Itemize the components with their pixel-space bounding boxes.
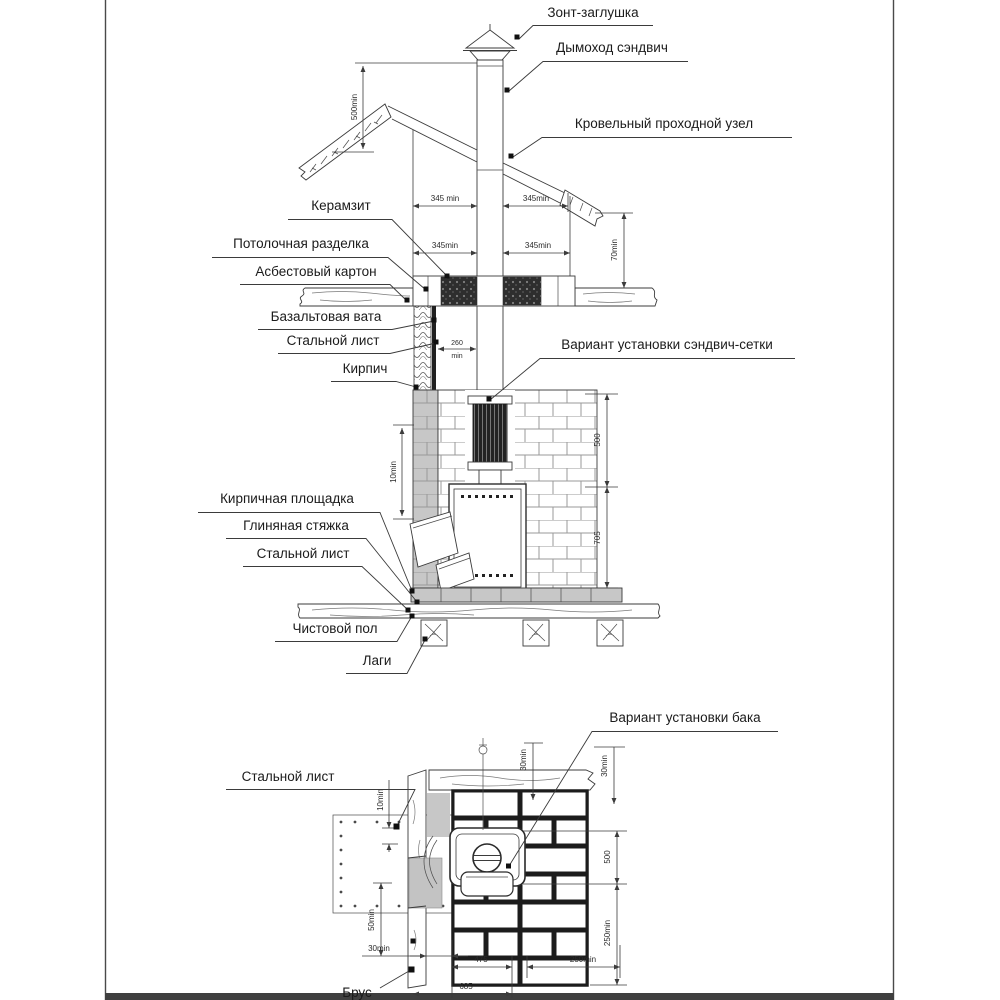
mesh-flange-bottom — [468, 462, 512, 470]
dim-side-clearance: 250min — [569, 955, 597, 964]
leader-square — [394, 824, 400, 830]
leader-square — [411, 939, 416, 944]
label-joists: Лаги — [362, 653, 392, 668]
joist — [421, 620, 447, 646]
sandwich-mesh — [473, 404, 507, 462]
dim-gap-right: 30min — [600, 755, 609, 777]
insulation-patch-top — [427, 793, 450, 837]
joist — [523, 620, 549, 646]
dim-stove-width: 475 — [474, 955, 488, 964]
dim-roof-clearance-value: 500min — [350, 93, 359, 121]
dim-upper-height: 500 — [593, 433, 602, 447]
dim-wall-gap-value: 260 — [451, 340, 463, 347]
leader-square — [405, 298, 410, 303]
wall-plank — [429, 770, 595, 790]
leader-square — [424, 287, 429, 292]
dim-gap-wall: 50min — [367, 909, 376, 931]
label-asbestos: Асбестовый картон — [255, 264, 377, 279]
dim-wall-gap — [438, 340, 476, 360]
leader-square — [506, 864, 511, 869]
dim-wall-gap-unit: min — [451, 353, 463, 360]
dim-gap-center: 30min — [519, 749, 528, 771]
leader-square — [487, 397, 492, 402]
brick-enclosure — [410, 390, 597, 592]
leader-square — [509, 154, 514, 159]
chimney-pipe — [477, 60, 503, 405]
ceiling-plank-right — [575, 288, 657, 306]
leader-square — [409, 967, 415, 973]
label-steel-sheet-plan: Стальной лист — [241, 769, 335, 784]
leader-square — [445, 274, 450, 279]
joist — [597, 620, 623, 646]
ceiling-assembly — [300, 276, 657, 306]
top-diagram — [198, 5, 795, 674]
leader-square — [410, 614, 415, 619]
bottom-diagram — [226, 710, 778, 1000]
top-right-labels — [487, 5, 796, 402]
label-clay-screed: Глиняная стяжка — [243, 518, 349, 533]
tank-circle — [473, 844, 501, 872]
leader-square — [505, 88, 510, 93]
pipe-stub — [479, 470, 501, 484]
label-cap: Зонт-заглушка — [547, 5, 639, 20]
leader-square — [415, 600, 420, 605]
label-ceiling-cutout: Потолочная разделка — [233, 236, 369, 251]
keramzit-fill-right — [503, 277, 541, 305]
dim-345-bottom-left: 345min — [431, 241, 459, 250]
dim-345-top-left: 345 min — [430, 194, 460, 203]
dim-stove-depth: 500 — [603, 850, 612, 864]
dim-total-width: 685 — [459, 982, 473, 991]
label-roof-unit: Кровельный проходной узел — [574, 116, 754, 131]
floor-assembly — [298, 588, 660, 646]
label-steel-sheet: Стальной лист — [286, 333, 380, 348]
dim-lower-height: 705 — [593, 531, 602, 545]
dim-overhang — [595, 213, 633, 288]
dim-345-bottom-right: 345min — [524, 241, 552, 250]
dim-gap-left: 10min — [376, 789, 385, 811]
label-brick: Кирпич — [342, 361, 388, 376]
label-beam: Брус — [342, 985, 372, 1000]
floor-joists — [421, 620, 623, 646]
label-finished-floor: Чистовой пол — [292, 621, 378, 636]
leader-square — [434, 340, 439, 345]
dim-side-gap — [389, 425, 414, 519]
dim-side-gap-plan: 30min — [368, 944, 390, 953]
label-keramzit: Керамзит — [311, 198, 371, 213]
label-brick-platform: Кирпичная площадка — [220, 491, 354, 506]
leader-square — [410, 589, 415, 594]
dim-overhang-value: 70min — [610, 239, 619, 261]
label-chimney: Дымоход сэндвич — [556, 40, 668, 55]
leader-square — [515, 35, 520, 40]
label-steel-sheet-floor: Стальной лист — [256, 546, 350, 561]
stove-door-plan — [461, 872, 513, 896]
label-mesh-option: Вариант установки сэндвич-сетки — [561, 337, 773, 352]
brick-platform — [411, 588, 622, 602]
leader-square — [423, 637, 428, 642]
chimney-cap — [463, 24, 517, 60]
insulation-patch-stove — [409, 858, 442, 908]
leader-square — [406, 608, 411, 613]
finished-floor — [298, 604, 660, 618]
leader-square — [432, 318, 437, 323]
sandwich-pipe — [477, 60, 503, 405]
basalt-wool-strip — [414, 306, 431, 390]
dim-side-gap-value: 10min — [389, 461, 398, 483]
label-basalt-wool: Базальтовая вата — [270, 309, 382, 324]
ceiling-cutout-box — [413, 276, 575, 306]
dim-345-top-right: 345min — [522, 194, 550, 203]
wall-protection — [414, 306, 434, 392]
label-tank-option: Вариант установки бака — [609, 710, 761, 725]
leader-square — [414, 385, 419, 390]
keramzit-fill-left — [441, 277, 477, 305]
dim-back-clearance: 250min — [603, 919, 612, 947]
